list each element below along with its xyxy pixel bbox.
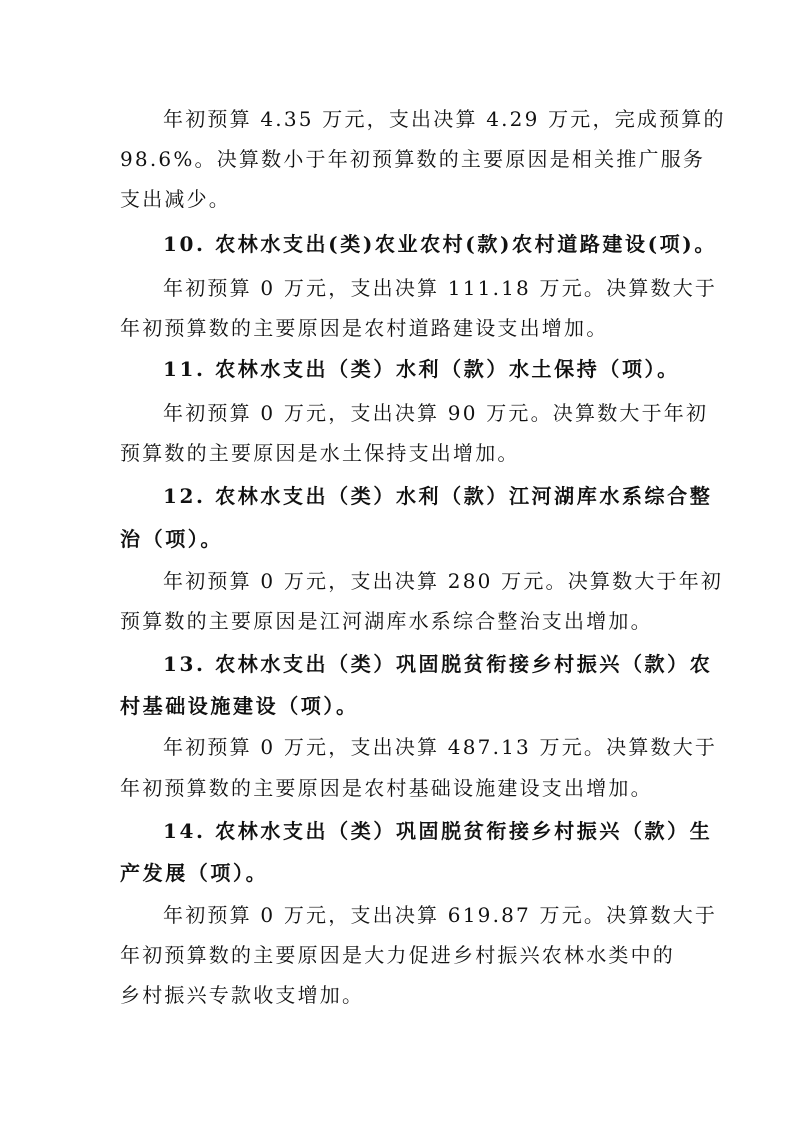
- section-heading-14-cont: 产发展（项）。: [120, 861, 269, 885]
- body-line: 预算数的主要原因是水土保持支出增加。: [120, 441, 520, 465]
- body-line: 年初预算 0 万元，支出决算 619.87 万元。决算数大于: [163, 903, 718, 927]
- body-line: 年初预算数的主要原因是大力促进乡村振兴农林水类中的: [120, 943, 675, 967]
- body-line: 年初预算 4.35 万元，支出决算 4.29 万元，完成预算的: [163, 107, 726, 131]
- body-line: 年初预算 0 万元，支出决算 280 万元。决算数大于年初: [163, 569, 724, 593]
- section-heading-11: 11. 农林水支出（类）水利（款）水土保持（项）。: [163, 357, 680, 381]
- body-line: 年初预算 0 万元，支出决算 111.18 万元。决算数大于: [163, 276, 718, 300]
- body-line: 98.6%。决算数小于年初预算数的主要原因是相关推广服务: [120, 147, 706, 171]
- section-heading-10: 10. 农林水支出(类)农业农村(款)农村道路建设(项)。: [163, 232, 717, 256]
- body-line: 年初预算 0 万元，支出决算 90 万元。决算数大于年初: [163, 401, 709, 425]
- body-line: 乡村振兴专款收支增加。: [120, 983, 365, 1007]
- section-heading-13: 13. 农林水支出（类）巩固脱贫衔接乡村振兴（款）农: [163, 652, 713, 676]
- body-line: 预算数的主要原因是江河湖库水系综合整治支出增加。: [120, 609, 653, 633]
- body-line: 支出减少。: [120, 187, 231, 211]
- body-line: 年初预算 0 万元，支出决算 487.13 万元。决算数大于: [163, 735, 718, 759]
- body-line: 年初预算数的主要原因是农村基础设施建设支出增加。: [120, 776, 653, 800]
- section-heading-13-cont: 村基础设施建设（项）。: [120, 694, 359, 718]
- section-heading-14: 14. 农林水支出（类）巩固脱贫衔接乡村振兴（款）生: [163, 819, 713, 843]
- section-heading-12-cont: 治（项）。: [120, 527, 223, 551]
- body-line: 年初预算数的主要原因是农村道路建设支出增加。: [120, 316, 609, 340]
- section-heading-12: 12. 农林水支出（类）水利（款）江河湖库水系综合整: [163, 484, 713, 508]
